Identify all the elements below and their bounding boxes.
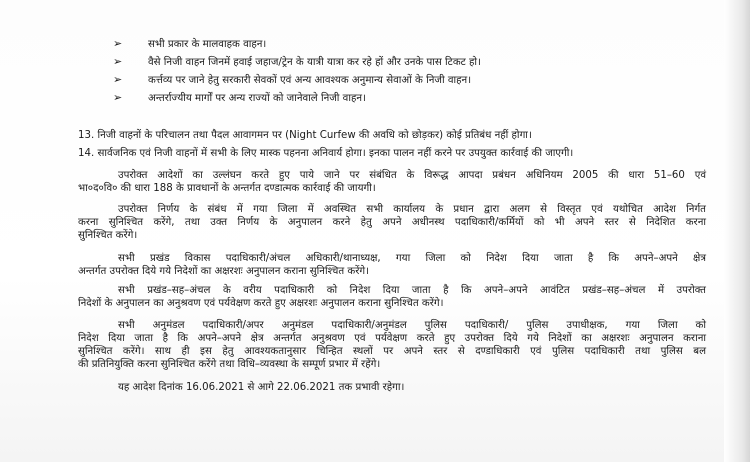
paragraph-line: करना सुनिश्चित करेंगे, तथा उक्त निर्णय के अनुपालन करने हेतु अपने अधीनस्थ पदाधिकारी/कर्मियों को भी अपने स्तर से निदेशित करना bbox=[78, 217, 706, 228]
bullet-item-4: अन्तर्राज्यीय मार्गों पर अन्य राज्यों को जानेवाले निजी वाहन। bbox=[148, 93, 366, 104]
paragraph-effective-dates bbox=[78, 381, 706, 394]
paragraph-line: उपरोक्त निर्णय के संबंध में गया जिला में अवस्थित सभी कार्यालय के प्रधान द्वारा अलग से विस्तृत एवं यथोचित आदेश निर्गत bbox=[118, 204, 706, 215]
bullet-arrow-icon: ➢ bbox=[113, 91, 123, 104]
paragraph-line: सुनिश्चित करेंगे। bbox=[78, 230, 138, 241]
bullet-arrow-icon: ➢ bbox=[113, 37, 123, 50]
bullet-arrow-icon: ➢ bbox=[113, 55, 123, 68]
paragraph-block-officers bbox=[78, 252, 706, 278]
bullet-arrow-icon: ➢ bbox=[113, 73, 123, 86]
paragraph-violation-penalty bbox=[78, 169, 706, 195]
item-14: 14. सार्वजनिक एवं निजी वाहनों में सभी के लिए मास्क पहनना अनिवार्य होगा। इनका पालन नहीं करने पर उपयुक्त कार्रवाई की जाएगी। bbox=[78, 148, 574, 159]
paragraph-line: सभी प्रखंड–सह–अंचल के वरीय पदाधिकारी को निदेश दिया जाता है कि अपने–अपने आवंटित प्रखंड–सह–अंचल में उपरोक्त bbox=[118, 285, 706, 296]
paragraph-line: निदेशों के अनुपालन का अनुश्रवण एवं पर्यवेक्षण करते हुए अक्षरशः अनुपालन कराना सुनिश्चित करेंगे। bbox=[78, 298, 444, 309]
paragraph-office-heads bbox=[78, 203, 706, 242]
paragraph-line: उपरोक्त आदेशों का उल्लंघन करते हुए पाये जाने पर संबंधित के विरूद्ध आपदा प्रबंधन अधिनियम 2005 की धारा 51–60 एवं bbox=[118, 170, 706, 181]
paragraph-line: भा०द०वि० की धारा 188 के प्रावधानों के अन्तर्गत दण्डात्मक कार्रवाई की जायगी। bbox=[78, 183, 376, 194]
paragraph-line: की प्रतिनियुक्ति करना सुनिश्चित करेंगे तथा विधि–व्यवस्था के सम्पूर्ण प्रभार में रहेंगे। bbox=[78, 359, 381, 370]
paragraph-subdivision-officers bbox=[78, 319, 706, 371]
page-edge-shadow bbox=[724, 0, 750, 462]
paragraph-line: सुनिश्चित करेंगे। साथ ही इस हेतु आवश्यकतानुसार चिन्हित स्थलों पर अपने स्तर से दण्डाधिकारी एवं पुलिस पदाधिकारी तथा पुलिस बल bbox=[78, 346, 706, 357]
paragraph-senior-officers bbox=[78, 284, 706, 310]
item-13: 13. निजी वाहनों के परिचालन तथा पैदल आवागमन पर (Night Curfew की अवधि को छोड़कर) कोई प्रतिबंध नहीं होगा। bbox=[78, 130, 532, 141]
bullet-item-1: सभी प्रकार के मालवाहक वाहन। bbox=[148, 39, 267, 50]
paragraph-line: सभी अनुमंडल पदाधिकारी/अपर अनुमंडल पदाधिकारी/अनुमंडल पुलिस पदाधिकारी/ पुलिस उपाधीक्षक, गया जिला को bbox=[118, 320, 706, 331]
bullet-item-2: वैसे निजी वाहन जिनमें हवाई जहाज/ट्रेन के यात्री यात्रा कर रहे हों और उनके पास टिकट हो। bbox=[148, 57, 481, 68]
bullet-item-3: कर्त्तव्य पर जाने हेतु सरकारी सेवकों एवं अन्य आवश्यक अनुमान्य सेवाओं के निजी वाहन। bbox=[148, 75, 472, 86]
paragraph-line: अन्तर्गत उपरोक्त दिये गये निदेशों का अक्षरशः अनुपालन कराना सुनिश्चित करेंगे। bbox=[78, 266, 370, 277]
paragraph-line: निदेश दिया जाता है कि अपने–अपने क्षेत्र अन्तर्गत अनुश्रवण एवं पर्यवेक्षण करते हुए उपरोक्त दिये गये निदेशों का अक्षरशः अनुपालन कराना bbox=[78, 333, 706, 344]
paragraph-line: सभी प्रखंड विकास पदाधिकारी/अंचल अधिकारी/थानाध्यक्ष, गया जिला को निदेश दिया जाता है कि अपने–अपने क्षेत्र bbox=[118, 253, 706, 264]
paragraph-line: यह आदेश दिनांक 16.06.2021 से आगे 22.06.2021 तक प्रभावी रहेगा। bbox=[118, 382, 405, 393]
